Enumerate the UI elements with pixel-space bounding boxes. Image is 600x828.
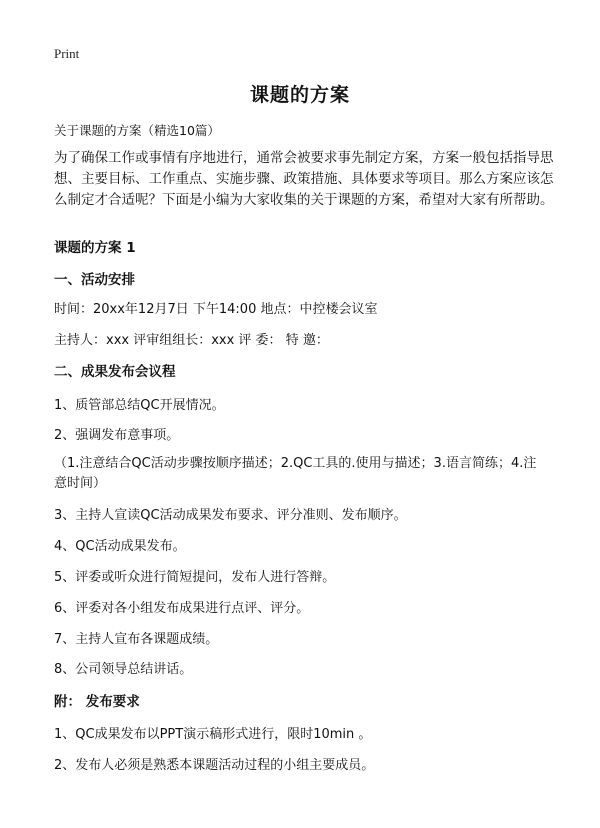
agenda-item: 7、主持人宣布各课题成绩。 bbox=[54, 632, 219, 647]
agenda-item: 5、评委或听众进行简短提问，发布人进行答辩。 bbox=[54, 570, 336, 585]
document-title: 课题的方案 bbox=[249, 84, 350, 106]
intro-paragraph: 为了确保工作或事情有序地进行，通常会被要求事先制定方案，方案一般包括指导思想、主要目标、工作重点、实施步骤、政策措施、具体要求等项目。那么方案应该怎么制定才合适呢？下面是小编为大家收集的关于课题的方案，希望对大家有所帮助。 bbox=[54, 150, 554, 208]
appendix-item: 1、QC成果发布以PPT演示稿形式进行，限时10min 。 bbox=[54, 727, 372, 742]
agenda-item: 2、强调发布意事项。 bbox=[54, 428, 180, 443]
document-subtitle: 关于课题的方案（精选10篇） bbox=[54, 123, 220, 138]
print-link[interactable]: Print bbox=[54, 46, 80, 61]
appendix-item: 2、发布人必须是熟悉本课题活动过程的小组主要成员。 bbox=[54, 758, 375, 773]
agenda-item: 1、质管部总结QC开展情况。 bbox=[54, 398, 225, 413]
agenda-item: 4、QC活动成果发布。 bbox=[54, 539, 186, 554]
appendix-heading: 附： 发布要求 bbox=[54, 694, 140, 710]
section-heading: 课题的方案 1 bbox=[54, 240, 136, 256]
part-heading-schedule: 一、活动安排 bbox=[54, 272, 135, 288]
agenda-item: 8、公司领导总结讲话。 bbox=[54, 662, 193, 677]
schedule-time-line: 时间：20xx年12月7日 下午14:00 地点：中控楼会议室 bbox=[54, 302, 378, 317]
agenda-item: 3、主持人宣读QC活动成果发布要求、评分准则、发布顺序。 bbox=[54, 508, 407, 523]
agenda-note: （1.注意结合QC活动步骤按顺序描述；2.QC工具的.使用与描述；3.语言简练；4.注意时间） bbox=[54, 456, 537, 491]
agenda-item: 6、评委对各小组发布成果进行点评、评分。 bbox=[54, 601, 310, 616]
schedule-host-line: 主持人：xxx 评审组组长：xxx 评 委： 特 邀： bbox=[54, 333, 329, 348]
part-heading-agenda: 二、成果发布会议程 bbox=[54, 364, 176, 380]
